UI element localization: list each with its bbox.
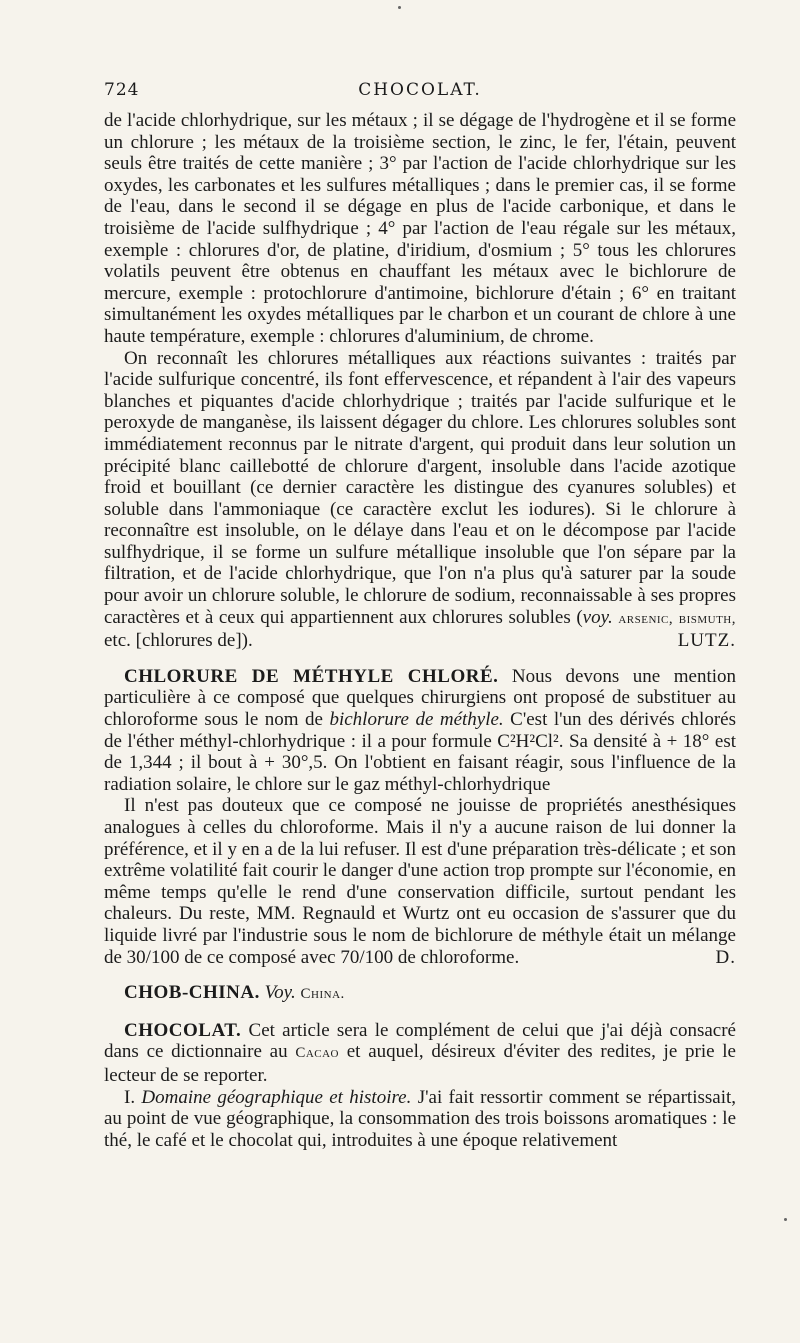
page-header — [104, 80, 736, 106]
entry-heading: CHOCOLAT. — [124, 1019, 242, 1041]
speck-mark — [784, 1218, 787, 1221]
section-title: Domaine géographique et histoire. — [141, 1086, 412, 1108]
cross-reference: China. — [300, 986, 345, 1003]
author-signature: LUTZ. — [677, 630, 736, 652]
entry-chlorure-methyle: CHLORURE DE MÉTHYLE CHLORÉ. Nous devons une mention particulière à ce composé que quelques chirurgiens ont proposé de substituer au chloroforme sous le nom de bichlorure de méthyle. C'est l'un des dérivés chlorés de l'éther méthyl-chlorhydrique : il a pour formule C²H²Cl². Sa densité à + 18° est de 1,344 ; il bout à + 30°,5. On l'obtient en faisant réagir, sous l'influence de la radiation solaire, le chlore sur le gaz méthyl-chlorhydrique — [104, 665, 736, 795]
entry-chocolat: CHOCOLAT. Cet article sera le complément de celui que j'ai déjà consacré dans ce dictionnaire au Cacao et auquel, désireux d'éviter des redites, je prie le lecteur de se reporter. — [104, 1019, 736, 1086]
paragraph-anesthesique: Il n'est pas douteux que ce composé ne jouisse de propriétés anesthésiques analogues à celles du chloroforme. Mais il n'y a aucune raison de lui donner la préférence, et il y en a de la lui refuser. Il est d'une préparation très-délicate ; et son extrême volatilité fait courir le danger d'une action trop prompte sur l'économie, en même temps qu'elle le rend d'une conservation difficile, surtout pendant les chaleurs. Du reste, MM. Regnauld et Wurtz ont eu occasion de s'assurer que du liquide livré par l'industrie sous le nom de bichlorure de méthyle était un mélange de 30/100 de ce composé avec 70/100 de chloroforme. D. — [104, 795, 736, 968]
section-domaine-geographique: I. Domaine géographique et histoire. J'ai fait ressortir comment se répartissait, au point de vue géographique, la consommation des trois boissons aromatiques : le thé, le café et le chocolat qui, introduites à une époque relativement — [104, 1086, 737, 1151]
speck-mark — [398, 6, 401, 9]
author-signature: D. — [715, 946, 736, 968]
page-number: 724 — [104, 80, 140, 100]
entry-heading: CHLORURE DE MÉTHYLE CHLORÉ. — [124, 665, 499, 687]
entry-chob-china: CHOB-CHINA. Voy. China. — [124, 982, 345, 1004]
cross-reference: Cacao — [295, 1045, 340, 1062]
page-body — [104, 110, 736, 1151]
running-title: CHOCOLAT. — [358, 80, 482, 100]
cross-reference: bismuth, — [678, 610, 736, 627]
paragraph-chlorure-preparation: de l'acide chlorhydrique, sur les métaux ; il se dégage de l'hydrogène et il se forme un chlorure ; les métaux de la troisième section, le zinc, le fer, l'étain, peuvent seuls être traités de cette manière ; 3° par l'action de l'acide chlorhydrique sur les oxydes, les carbonates et les sulfures métalliques ; dans le premier cas, il se forme de l'eau, dans le second il se dégage en plus de l'acide carbonique, et dans le troisième de l'acide sulfhydrique ; 4° par l'action de l'eau régale sur les métaux, exemple : chlorures d'or, de platine, d'iridium, d'osmium ; 5° tous les chlorures volatils peuvent être obtenus en chauffant les métaux avec le bichlorure de mercure, exemple : protochlorure d'antimoine, bichlorure d'étain ; 6° en traitant simultanément les oxydes métalliques par le charbon et un courant de chlore à une haute température, exemple : chlorures d'aluminium, de chrome. — [104, 110, 736, 347]
paragraph-reconnaissance: On reconnaît les chlorures métalliques aux réactions suivantes : traités par l'acide sulfurique concentré, ils font effervescence, et répandent à l'air des vapeurs blanches et piquantes d'acide chlorhydrique ; traités par l'acide sulfurique et le peroxyde de manganèse, ils laissent dégager du chlore. Les chlorures solubles sont immédiatement reconnus par le nitrate d'argent, qui produit dans leur solution un précipité blanc caillebotté de chlorure d'argent, insoluble dans l'acide azotique froid et bouillant (ce dernier caractère les distingue des cyanures solubles) et soluble dans l'ammoniaque (ce caractère exclut les iodures). Si le chlorure à reconnaître est insoluble, on le délaye dans l'eau et on le décompose par l'acide sulfhydrique, il se forme un sulfure métallique insoluble que l'on sépare par la filtration, et de l'acide chlorhydrique, que l'on n'a plus qu'à saturer par la soude pour avoir un chlorure soluble, le chlorure de sodium, reconnaissable à ses propres caractères et à ceux qui appartiennent aux chlorures solubles (voy. arsenic, bismuth, etc. [chlorures de]). LUTZ. — [104, 347, 736, 652]
cross-reference: arsenic, — [618, 610, 674, 627]
entry-heading: CHOB-CHINA. — [124, 982, 260, 1004]
